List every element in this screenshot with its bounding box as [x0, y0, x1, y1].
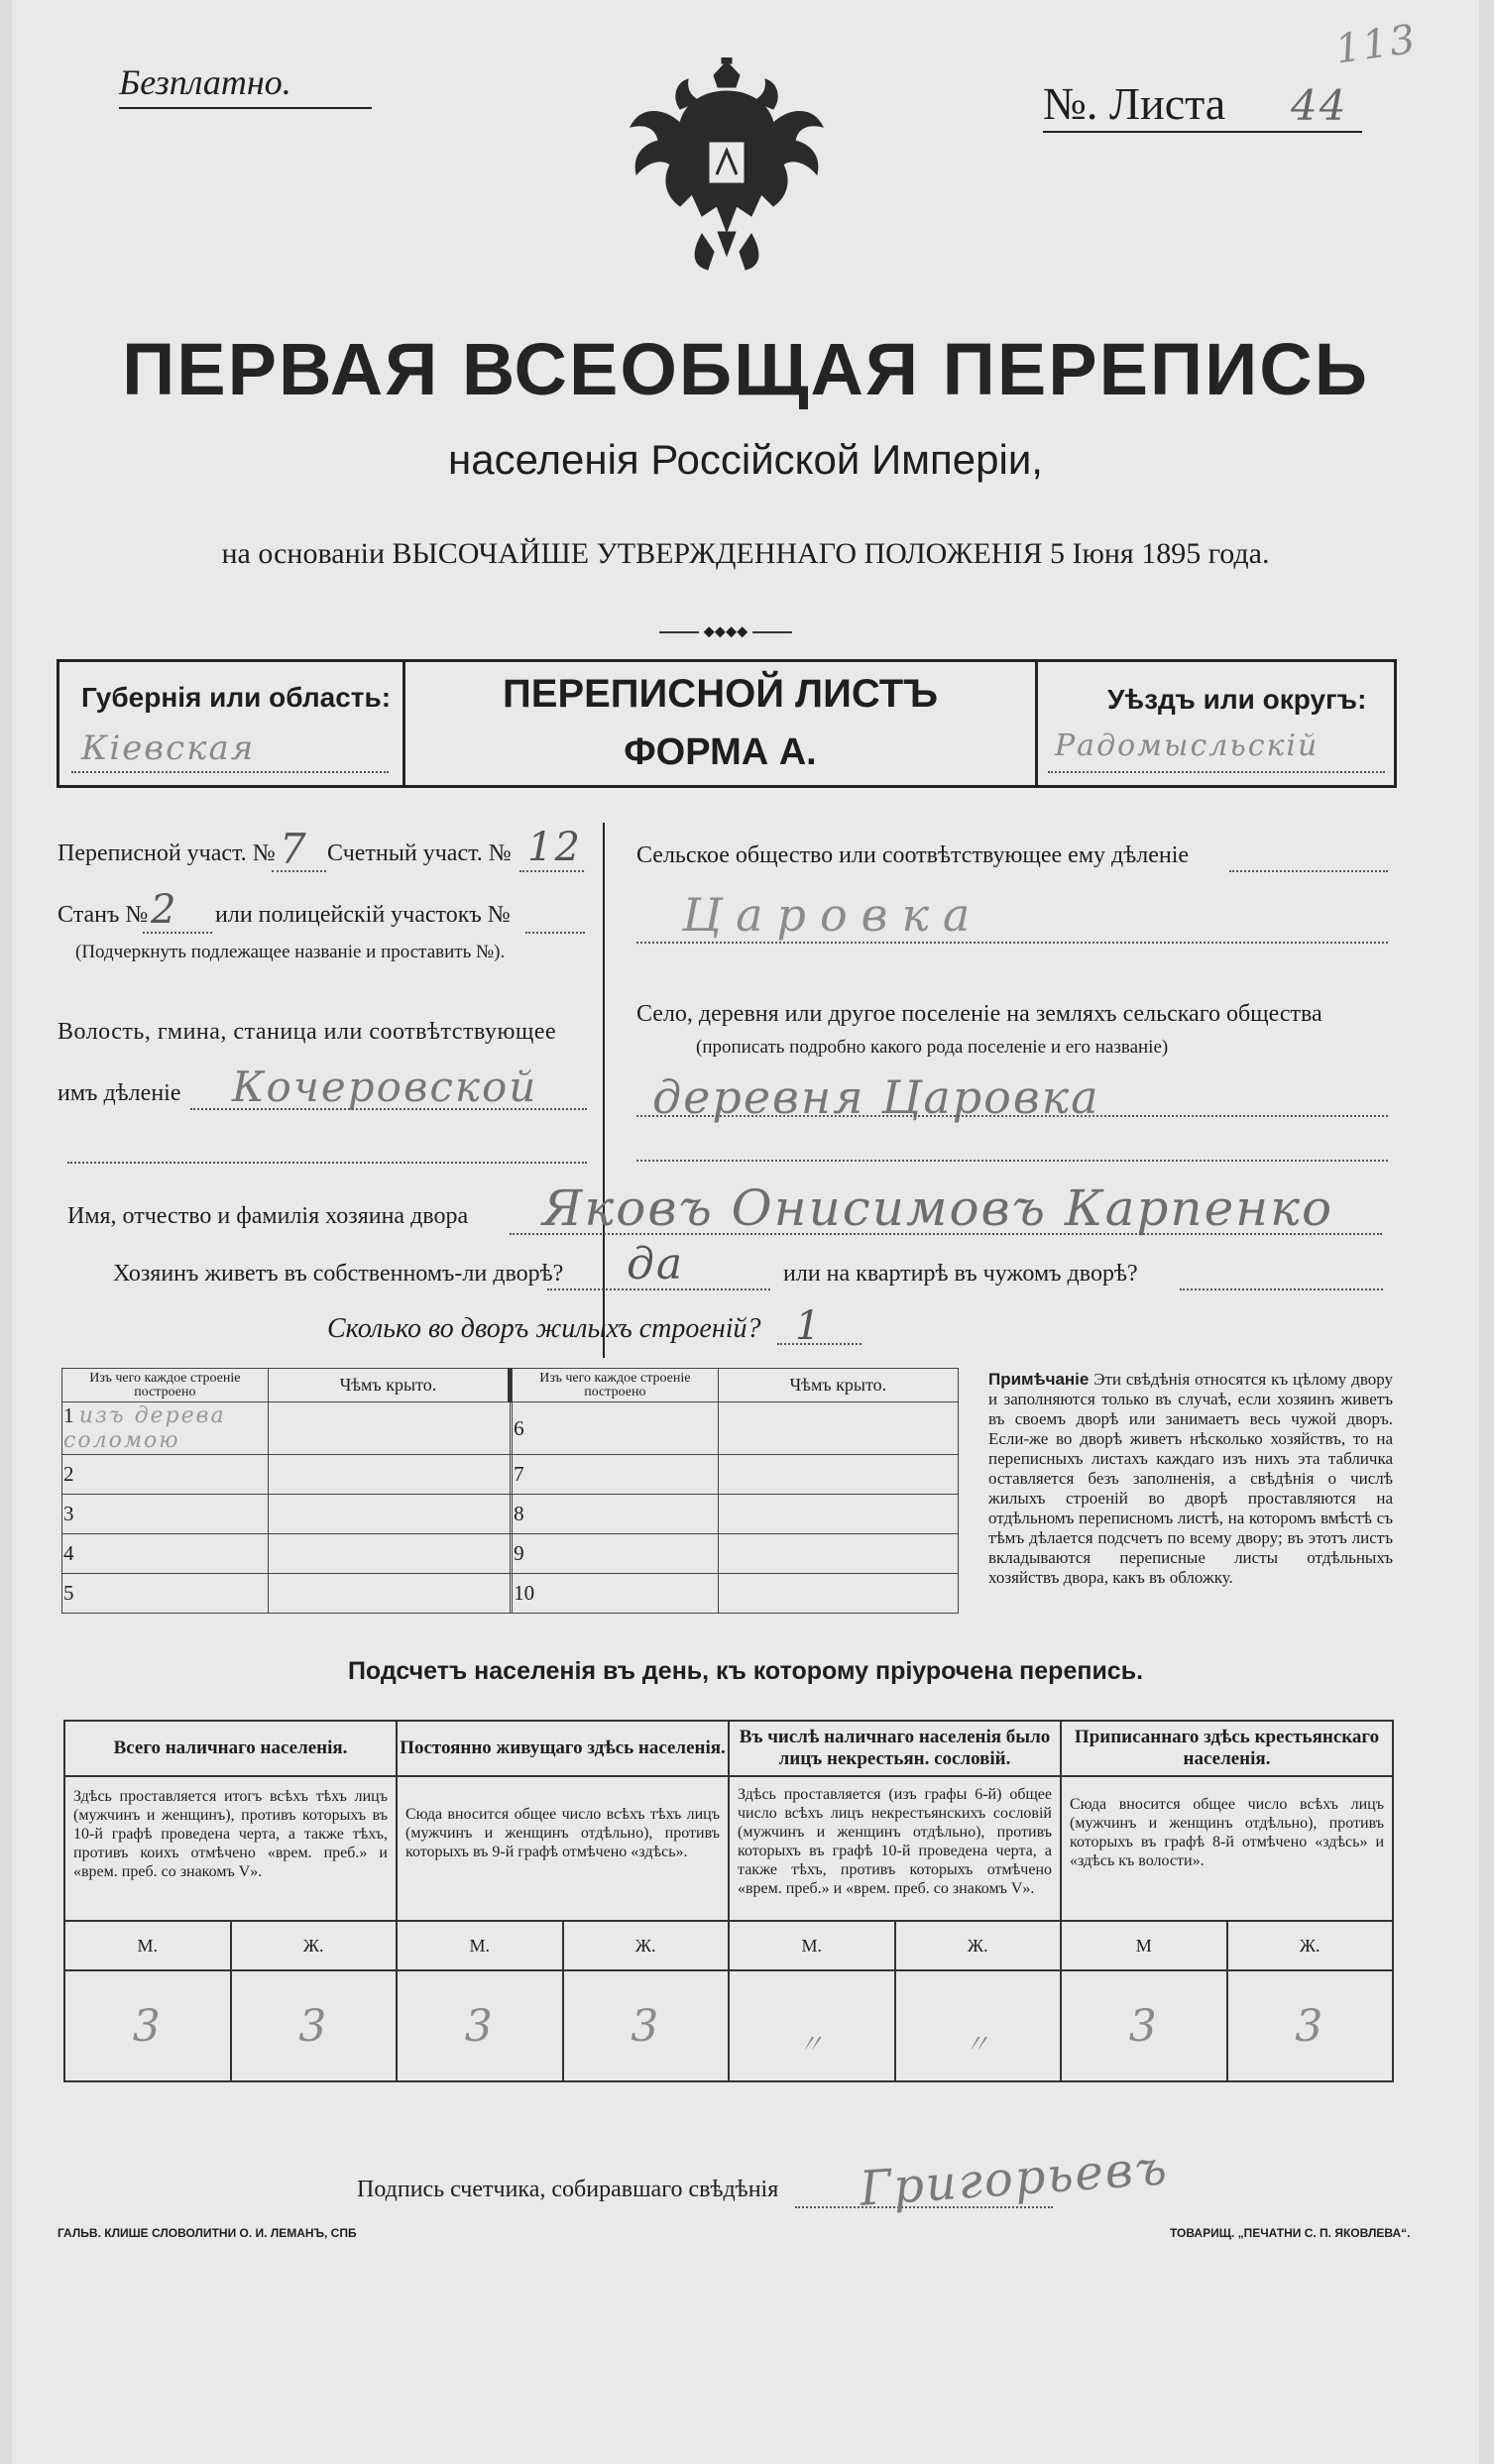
underline-note: (Подчеркнуть подлежащее названіе и проставить №). [75, 942, 506, 962]
col-material-header-right: Изъ чего каждое строеніе построено [513, 1369, 719, 1402]
society-value: Царовка [682, 888, 984, 942]
stan-label: Станъ № [57, 902, 149, 928]
form-subtitle: ФОРМА А. [624, 731, 817, 773]
lives-own-label: Хозяинъ живетъ въ собственномъ-ли дворѣ? [113, 1261, 564, 1287]
female-col: Ж. [231, 1921, 398, 1970]
female-col: Ж. [1227, 1921, 1394, 1970]
police-label: или полицейскій участокъ № [215, 902, 511, 928]
form-title: ПЕРЕПИСНОЙ ЛИСТЪ [503, 672, 938, 716]
subtitle: населенія Россійской Имперіи, [448, 436, 1043, 483]
census-area-label: Переписной участ. № [57, 840, 276, 866]
col-peasant-header: Приписаннаго здѣсь крестьянскаго населенія. [1061, 1721, 1393, 1776]
col-peasant-desc: Сюда вносится общее число всѣхъ лицъ (мужчинъ и женщинъ отдѣльно), противъ которыхъ въ графѣ 8-й отмѣчено «здѣсь» и «здѣсь къ волости». [1061, 1776, 1393, 1921]
total-female-value: 3 [231, 1970, 398, 2081]
province-value: Кіевская [81, 728, 256, 768]
stan-value: 2 [151, 887, 178, 933]
signature-label: Подпись счетчика, собиравшаго свѣдѣнія [357, 2177, 779, 2202]
male-col: М. [397, 1921, 563, 1970]
main-title: ПЕРВАЯ ВСЕОБЩАЯ ПЕРЕПИСЬ [122, 328, 1369, 410]
buildings-table [61, 1368, 959, 1614]
regulation-line: на основаніи ВЫСОЧАЙШЕ УТВЕРЖДЕННАГО ПОЛОЖЕНІЯ 5 Іюня 1895 года. [221, 537, 1270, 570]
census-sheet [12, 0, 1479, 2464]
peasant-female-value: 3 [1227, 1970, 1394, 2081]
footer-right: ТОВАРИЩ. „ПЕЧАТНИ С. П. ЯКОВЛЕВА“. [1170, 2226, 1411, 2240]
note-block [988, 1370, 1393, 1588]
village-value: деревня Царовка [652, 1070, 1100, 1124]
col-non-peasant-desc: Здѣсь проставляется (изъ графы 6-й) общее число всѣхъ лицъ некрестьянскихъ сословій (мужчинъ и женщинъ отдѣльно), противъ которыхъ въ графѣ 10-й проведена черта, а также тѣхъ, противъ которыхъ отмѣчено «врем. преб.» и «врем. преб. со знакомъ V». [729, 1776, 1061, 1921]
row-num: 7 [513, 1455, 719, 1495]
row-num: 5 [62, 1574, 269, 1614]
total-male-value: 3 [64, 1970, 231, 2081]
male-col: М. [729, 1921, 895, 1970]
population-heading: Подсчетъ населенія въ день, къ которому пріурочена перепись. [347, 1657, 1144, 1685]
population-table [63, 1720, 1394, 2082]
ornament-divider: ⬥⬥⬥⬥ [627, 626, 825, 636]
census-area-value: 7 [280, 825, 308, 873]
permanent-female-value: 3 [563, 1970, 730, 2081]
female-col: Ж. [563, 1921, 730, 1970]
owner-label: Имя, отчество и фамилія хозяина двора [67, 1203, 469, 1229]
note-text: Эти свѣдѣнія относятся къ цѣлому двору и заполняются только въ случаѣ, если хозяинъ живетъ въ своемъ дворѣ или занимаетъ весь чужой дворъ. Если-же во дворѣ живетъ нѣсколько хозяйствъ, то на переписныхъ листахъ каждаго изъ нихъ эта табличка оставляется безъ заполненія, а свѣдѣнія о числѣ жилыхъ строеній во дворѣ проставляются на отдѣльномъ переписномъ листѣ, на которомъ вмѣстѣ съ тѣмъ дѣлается подсчетъ по всему двору; въ этотъ листъ вкладываются переписные листы отдѣльныхъ хозяйствъ двора, какъ въ обложку. [988, 1370, 1393, 1587]
non-peasant-female-value: 〃 [895, 1970, 1062, 2081]
permanent-male-value: 3 [397, 1970, 563, 2081]
volost-label-cont: имъ дѣленіе [57, 1080, 181, 1106]
volost-label: Волость, гмина, станица или соотвѣтствующее [57, 1019, 557, 1045]
buildings-count-label: Сколько во дворъ жилыхъ строеній? [327, 1313, 761, 1344]
owner-name-value: Яковъ Онисимовъ Карпенко [542, 1179, 1334, 1237]
footer-left: ГАЛЬВ. КЛИШЕ СЛОВОЛИТНИ О. И. ЛЕМАНЪ, СПБ [57, 2226, 357, 2240]
col-permanent-desc: Сюда вносится общее число всѣхъ тѣхъ лицъ (мужчинъ и женщинъ отдѣльно), противъ которыхъ въ 9-й графѣ отмѣчено «здѣсь». [397, 1776, 729, 1921]
district-label: Уѣздъ или округъ: [1107, 684, 1367, 715]
count-area-label: Счетный участ. № [327, 840, 512, 866]
col-total-present-desc: Здѣсь проставляется итогъ всѣхъ тѣхъ лицъ (мужчинъ и женщинъ), противъ которыхъ въ 10-й графѣ проведена черта, а также тѣхъ, противъ коихъ отмѣчено «врем. преб.» и «врем. преб. со знакомъ V». [64, 1776, 397, 1921]
volost-value: Кочеровской [232, 1063, 538, 1111]
free-label: Безплатно. [119, 62, 291, 102]
row-num: 10 [513, 1574, 719, 1614]
corner-number: 113 [1332, 16, 1421, 73]
sheet-number-handwritten: 44 [1291, 81, 1348, 130]
row-num: 6 [513, 1402, 719, 1455]
signature-value: Григорьевъ [858, 2140, 1171, 2217]
male-col: М. [64, 1921, 231, 1970]
col-material-header: Изъ чего каждое строеніе построено [62, 1369, 269, 1402]
col-permanent-header: Постоянно живущаго здѣсь населенія. [397, 1721, 729, 1776]
village-label: Село, деревня или другое поселеніе на земляхъ сельскаго общества [636, 1001, 1322, 1027]
buildings-count-value: 1 [795, 1303, 823, 1349]
village-note: (прописать подробно какого рода поселеніе и его названіе) [696, 1037, 1169, 1058]
female-col: Ж. [895, 1921, 1062, 1970]
row-num: 2 [62, 1455, 269, 1495]
district-value: Радомысльскій [1055, 728, 1320, 763]
society-label: Сельское общество или соотвѣтствующее ему дѣленіе [636, 842, 1190, 868]
double-headed-eagle-emblem [623, 57, 831, 276]
row-num: 9 [513, 1534, 719, 1574]
peasant-male-value: 3 [1061, 1970, 1227, 2081]
row-num: 4 [62, 1534, 269, 1574]
row-num: 1 [63, 1403, 74, 1427]
col-roof-header-right: Чѣмъ крыто. [718, 1369, 958, 1402]
male-col: М [1061, 1921, 1227, 1970]
col-non-peasant-header: Въ числѣ наличнаго населенія было лицъ некрестьян. сословій. [729, 1721, 1061, 1776]
col-total-present-header: Всего наличнаго населенія. [64, 1721, 397, 1776]
lives-rent-label: или на квартирѣ въ чужомъ дворѣ? [783, 1261, 1138, 1287]
count-area-value: 12 [527, 825, 582, 870]
row-num: 8 [513, 1495, 719, 1534]
col-roof-header: Чѣмъ крыто. [268, 1369, 510, 1402]
row1-material-value: изъ дерева соломою [63, 1403, 226, 1453]
sheet-number-label: №. Листа [1043, 78, 1226, 129]
non-peasant-male-value: 〃 [729, 1970, 895, 2081]
lives-own-value: да [627, 1239, 685, 1289]
row-num: 3 [62, 1495, 269, 1534]
note-lead: Примѣчаніе [988, 1370, 1090, 1389]
province-label: Губернія или область: [81, 682, 392, 713]
